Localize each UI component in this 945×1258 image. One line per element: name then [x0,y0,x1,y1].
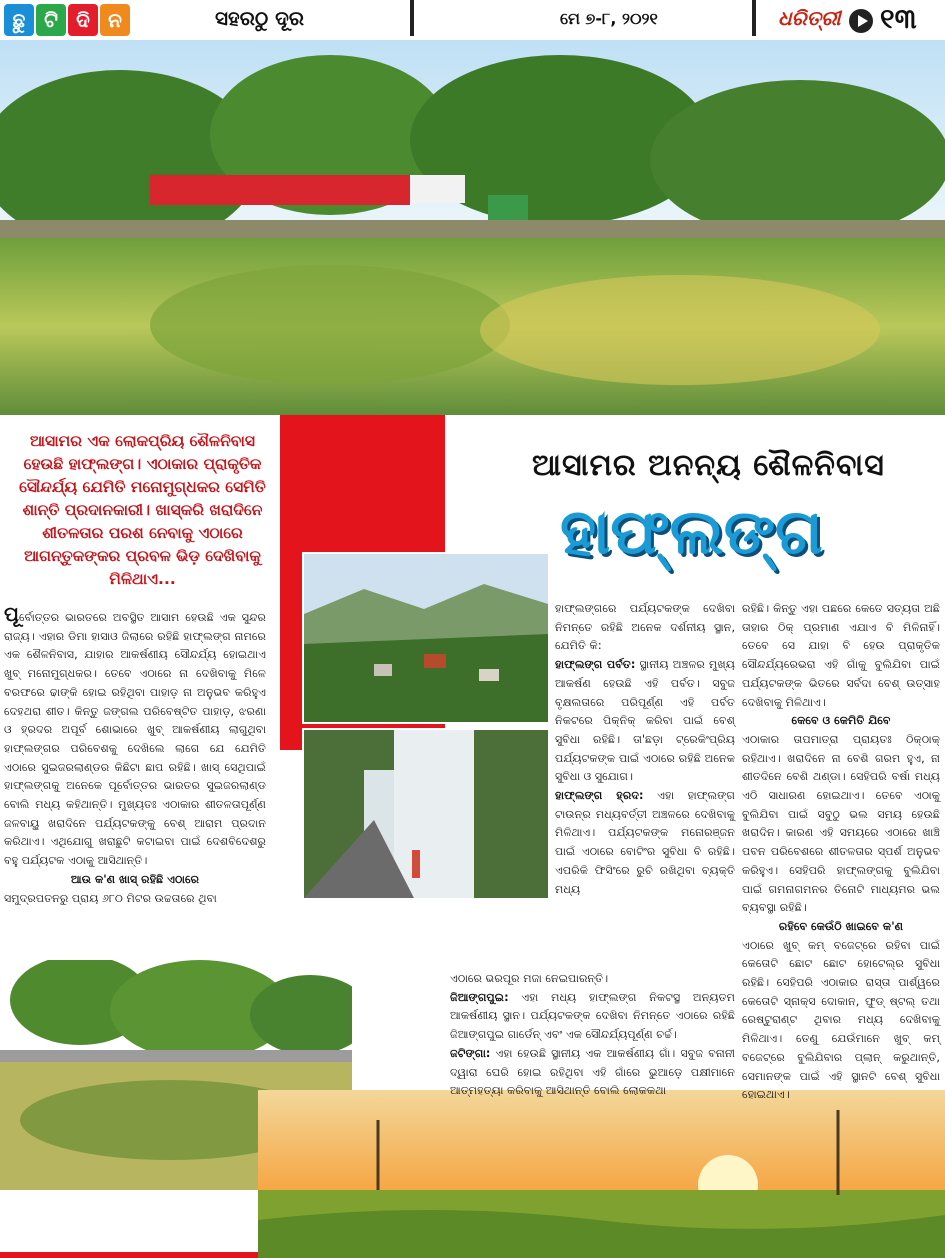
mountain-town-photo [302,552,550,724]
article-column-1 [4,602,266,908]
place-heading: ହାଫ୍‌ଲଙ୍ଗ ପର୍ବତ: [555,658,636,672]
header-divider [410,0,414,36]
headline-title: ହାଫ୍‌ଲଙ୍ଗ [560,495,823,568]
logo-letter-2: ଟି [36,4,66,36]
article-paragraph: ହାଫ୍‌ଲଙ୍ଗରେ ପର୍ଯ୍ୟଟକଙ୍କ ଦେଖିବା ନିମନ୍ତେ ରହିଛି ଅନେକ ଦର୍ଶନୀୟ ସ୍ଥାନ, ଯେମିତି କି: [555,602,735,653]
section-subheading: କେବେ ଓ କେମିତି ଯିବେ [791,714,891,728]
section-subheading: ଆଉ କ'ଣ ଖାସ୍ ରହିଛି ଏଠାରେ [70,872,200,886]
article-column-3 [742,600,940,1105]
article-paragraph: ଏହା ମଧ୍ୟ ହାଫ୍‌ଲଙ୍ଗ ନିକଟସ୍ଥ ଅନ୍ୟତମ ଆକର୍ଷଣୀୟ ସ୍ଥାନ। ପର୍ଯ୍ୟଟକଙ୍କ ଦେଖିବା ନିମନ୍ତେ ଏଠାରେ ରହିଛି ଜିଆଙ୍ଗପୁଇ ଗାର୍ଡେନ୍ ଏବଂ ଏକ ସୌନ୍ଦର୍ଯ୍ୟପୂର୍ଣ୍ଣ ଚର୍ଚ୍ଚ। [450,990,736,1042]
logo-letter-3: ଦି [68,4,98,36]
headline-subtitle: ଆସାମର ଅନନ୍ୟ ଶୈଳନିବାସ [532,448,885,483]
article-paragraph: ଏହା ହେଉଛି ସ୍ଥାନୀୟ ଏକ ଆକର୍ଷଣୀୟ ଗାଁ। ସବୁଜ ବନାନୀ ଦ୍ୱାରା ଘେରି ହୋଇ ରହିଥିବା ଏହି ଗାଁରେ ଭୁଆଡ଼େ ପକ୍ଷୀମାନେ ଆତ୍ମହତ୍ୟା କରିବାକୁ ଆସିଥାନ୍ତି ବୋଲି ଲୋକକଥା [450,1046,735,1098]
article-paragraph: ର୍ବୋତ୍ତର ଭାରତରେ ଅବସ୍ଥିତ ଆସାମ ହେଉଛି ଏକ ସୁନ୍ଦର ରାଜ୍ୟ। ଏହାର ଡିମା ହାସାଓ ଜିଲାରେ ରହିଛି ହାଫ୍‌ଲଙ୍ଗ ନାମରେ ଏକ ଶୈଳନିବାସ, ଯାହାର ଆକର୍ଷଣୀୟ ସୌନ୍ଦର୍ଯ୍ୟ ହୋଇଥାଏ ଖୁବ୍ ମନୋମୁଗ୍ଧକର। ତେବେ ଏଠାରେ ନା ଦେଖିବାକୁ ମିଳେ ବରଫରେ ଢାଙ୍କି ହୋଇ ରହିଥିବା ପାହାଡ଼ ନା ଅନୁଭବ କରିହୁଏ ଦେହଥରା ଶୀତ। କିନ୍ତୁ ଜଙ୍ଗଲ ପରିବେଷ୍ଟିତ ପାହାଡ଼, ଝରଣା ଓ ହ୍ରଦର ଅପୂର୍ବ ଶୋଭାରେ ଖୁବ୍ ଆକର୍ଷଣୀୟ ଲାଗୁଥିବା ହାଫ୍‌ଲଙ୍ଗର ପରିବେଶକୁ ଦେଖିଲେ ଲାଗେ ଯେ ଯେମିତି ଏଠାରେ ସୁଇଜରଲାଣ୍ଡର କିଛିଟା ଛାପ ରହିଛି। ଖାସ୍ ସେଥିପାଇଁ ହାଫ୍‌ଲଙ୍ଗକୁ ଅନେକେ ପୂର୍ବୋତ୍ତର ଭାରତର ସୁଇଜରଲାଣ୍ଡ ବୋଲି ମଧ୍ୟ କହିଥାନ୍ତି। ମୁଖ୍ୟତଃ ଏଠାକାର ଶୀତଳତାପୂର୍ଣ୍ଣ ଜଳବାୟୁ ଖରାଦିନେ ପର୍ଯ୍ୟଟକଙ୍କୁ ବେଶ୍ ଆରାମ ପ୍ରଦାନ କରିଥାଏ। ଏଥିଯୋଗୁ ଖରାଛୁଟି କଟାଇବା ପାଇଁ ଦେଶବିଦେଶରୁ ବହୁ ପର୍ଯ୍ୟଟକ ଏଠାକୁ ଆସିଥାନ୍ତି। [4,611,266,868]
article-paragraph: ଏଠାରେ ଖୁବ୍ କମ୍ ବଜେଟ୍‌ରେ ରହିବା ପାଇଁ କେତୋଟି ଛୋଟ ଛୋଟ ହୋଟେଲ୍‌ର ସୁବିଧା ରହିଛି। ସେହିପରି ଏଠାକାର ରାସ୍ତା ପାର୍ଶ୍ୱରେ କେତୋଟି ସ୍ନାକ୍ସ ଦୋକାନ, ଫୁଡ୍ ଷ୍ଟଲ୍ ତଥା ରେଷ୍ଟୁରାଣ୍ଟ ଥିବାର ମଧ୍ୟ ଦେଖିବାକୁ ମିଳିଥାଏ। ତେଣୁ ଯେଉଁମାନେ ଖୁବ୍ କମ୍ ବଜେଟ୍‌ରେ ବୁଲିଯିବାର ପ୍ଲାନ୍ କରୁଥାନ୍ତି, ସେମାନଙ୍କ ପାଇଁ ଏହି ସ୍ଥାନଟି ବେଶ୍ ସୁବିଧା ହୋଇଥାଏ। [742,938,940,1102]
drop-cap: ପୂ [4,602,19,626]
header-divider [752,0,756,36]
logo-letter-1: ଛୁ [4,4,34,36]
logo-letter-4: ନ [100,4,130,36]
place-heading: ଜିଆଙ୍ଗପୁଇ: [450,990,509,1004]
article-paragraph: ରହିଛି। କିନ୍ତୁ ଏହା ପଛରେ କେତେ ସତ୍ୟତା ଅଛି ତାହାର ଠିକ୍ ପ୍ରମାଣ ଏଯାଏ ବି ମିଳିନାହିଁ। ତେବେ ସେ ଯାହା ବି ହେଉ ପ୍ରାକୃତିକ ସୌନ୍ଦର୍ଯ୍ୟରେଭରା ଏହି ଗାଁକୁ ବୁଲିଯିବା ପାଇଁ ପର୍ଯ୍ୟଟକଙ୍କ ଭିତରେ ସର୍ବଦା ବେଶ୍ ଉତ୍ସାହ ଦେଖିବାକୁ ମିଳିଥାଏ। [742,602,940,709]
play-arrow-icon [848,8,874,34]
article-column-2 [555,600,735,899]
issue-date: ମେ ୭-୮, ୨୦୨୧ [560,9,658,28]
page-header [0,0,945,42]
article-paragraph: ଏଠାକାର ତାପମାତ୍ରା ପ୍ରାୟତଃ ଠିକ୍‌ଠାକ୍ ରହିଥାଏ। ଖରାଦିନେ ନା ବେଶି ଗରମ ହୁଏ, ନା ଶୀତଦିନେ ବେଶି ଥଣ୍ଡା। ସେହିପରି ବର୍ଷା ମଧ୍ୟ ଏଠି ସାଧାରଣ ହୋଇଥାଏ। ତେବେ ଏଠାକୁ ବୁଲିଯିବା ପାଇଁ ସବୁଠୁ ଭଲ ସମୟ ହେଉଛି ଖରାଦିନ। କାରଣ ଏହି ସମୟରେ ଏଠାରେ ଖାଞ୍ଚି ପବନ ପରିବେଶରେ ଶୀତଳତାର ସ୍ପର୍ଶ ଅନୁଭବ କରିହୁଏ। ସେହିପରି ହାଫ୍‌ଲଙ୍ଗକୁ ବୁଲିଯିବା ପାଇଁ ଗମନାଗମନର ତିନୋଟି ମାଧ୍ୟମର ଭଲ ବ୍ୟବସ୍ଥା ରହିଛି। [742,732,940,915]
place-heading: ଜଟିଙ୍ଗା: [450,1046,491,1060]
bottom-rule [0,1252,258,1258]
hero-lake-photo [0,40,945,415]
article-paragraph: ଏଠାରେ ଭରପୂର ମଜା ନେଇପାରନ୍ତି। [450,972,609,985]
waterfall-photo [302,728,550,900]
place-heading: ହାଫ୍‌ଲଙ୍ଗ ହ୍ରଦ: [555,789,644,803]
article-column-2-continued [450,970,735,1101]
article-paragraph: ଏହା ହାଫ୍‌ଲଙ୍ଗ ଟାଉନ୍‌ର ମଧ୍ୟବର୍ତ୍ତୀ ଅଞ୍ଚଳରେ ଦେଖିବାକୁ ମିଳିଥାଏ। ପର୍ଯ୍ୟଟକଙ୍କ ମନୋରଞ୍ଜନ ପାଇଁ ଏଠାରେ ବୋଟିଂର ସୁବିଧା ବି ରହିଛି। ଏପରିକି ଫିସିଂରେ ରୁଚି ରଖିଥିବା ବ୍ୟକ୍ତି ମଧ୍ୟ [555,789,735,896]
article-paragraph: ସମୁଦ୍ରପତନରୁ ପ୍ରାୟ ୬୮୦ ମିଟର ଉଚ୍ଚତାରେ ଥିବା [4,891,217,905]
page-number: ୧୩ [880,2,917,35]
section-subheading: ରହିବେ କେଉଁଠି ଖାଇବେ କ'ଣ [778,919,904,933]
paper-logo: ଧରିତ୍ରୀ [778,6,841,30]
section-title: ସହରଠୁ ଦୂର [215,6,305,30]
article-paragraph: ସ୍ଥାନୀୟ ଅଞ୍ଚଳର ମୁଖ୍ୟ ଆକର୍ଷଣ ହେଉଛି ଏହି ପର୍ବତ। ସବୁଜ ବୃକ୍ଷଲତାରେ ପରିପୂର୍ଣ୍ଣ ଏହି ପର୍ବତ ନିକଟରେ ପିକ୍‌ନିକ୍ କରିବା ପାଇଁ ବେଶ୍ ସୁବିଧା ରହିଛି। ତା'ଛଡ଼ା ଟ୍ରେକିଂପ୍ରିୟ ପର୍ଯ୍ୟଟକଙ୍କ ପାଇଁ ଏଠାରେ ରହିଛି ଅନେକ ସୁବିଧା ଓ ସୁଯୋଗ। [555,658,736,784]
intro-blurb: ଆସାମର ଏକ ଲୋକପ୍ରିୟ ଶୈଳନିବାସ ହେଉଛି ହାଫ୍‌ଲଙ୍ଗ। ଏଠାକାର ପ୍ରାକୃତିକ ସୌନ୍ଦର୍ଯ୍ୟ ଯେମିତି ମନୋମୁଗ୍ଧକର ସେମିତି ଶାନ୍ତି ପ୍ରଦାନକାରୀ। ଖାସ୍‌କରି ଖରାଦିନେ ଶୀତଳତାର ପରଶ ନେବାକୁ ଏଠାରେ ଆଗନ୍ତୁକଙ୍କର ପ୍ରବଳ ଭିଡ଼ ଦେଖିବାକୁ ମିଳିଥାଏ... [19,432,266,588]
tea-garden-sunrise-photo [258,1090,945,1258]
